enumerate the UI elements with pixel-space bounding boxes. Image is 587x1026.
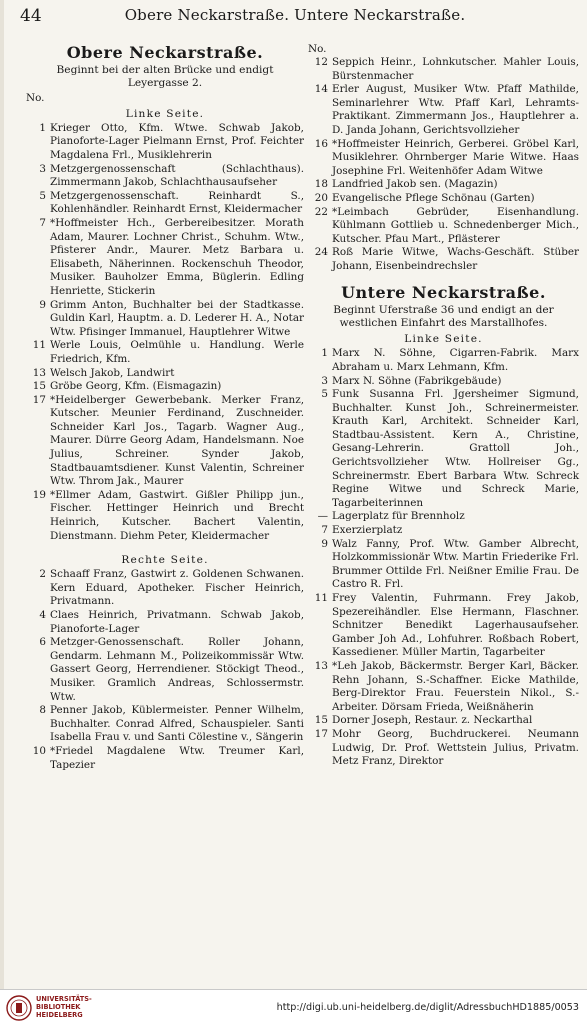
resident-text: Roß Marie Witwe, Wachs-Geschäft. Stüber Johann, Eisenbeindrechsler [332,246,579,272]
house-number: 15 [314,714,328,727]
house-number: 15 [32,380,46,393]
address-entry [26,609,304,636]
street-title-obere: Obere Neckarstraße. [66,43,264,62]
house-number: 17 [314,727,328,740]
side-heading-left: Linke Seite. [404,333,483,346]
resident-text: Lagerplatz für Brennholz [332,510,465,523]
address-entry [26,636,304,704]
address-entry [308,714,579,728]
address-entry [308,660,579,714]
address-entry [308,388,579,510]
right-column [308,42,579,769]
address-entry [308,728,579,769]
address-entry [26,190,304,217]
resident-text: *Leimbach Gebrüder, Eisenhandlung. Kühlmann Gottlieb u. Schnedenberger Mich., Kutscher. Pfau Mart., Pflästerer [332,205,579,245]
address-entry [26,299,304,340]
house-number: 7 [39,216,46,229]
address-entry [308,246,579,273]
house-number: 17 [32,393,46,406]
page-header [20,6,570,28]
address-entry [308,592,579,660]
resident-text: Schaaff Franz, Gastwirt z. Goldenen Schwanen. Kern Eduard, Apotheker. Fischer Heinrich, Privatmann. [50,568,304,608]
street-intro-untere: Beginnt Uferstraße 36 und endigt an der westlichen Einfahrt des Marstallhofes. [333,303,554,329]
address-entry [308,138,579,179]
footer-bar [0,989,587,1026]
library-name-line: HEIDELBERG [36,1011,83,1020]
street-title-untere: Untere Neckarstraße. [341,282,546,302]
spacer [26,543,304,551]
resident-text: Claes Heinrich, Privatmann. Schwab Jakob, Pianoforte-Lager [50,609,304,635]
house-number: 11 [32,339,46,352]
house-number: 8 [39,704,46,717]
resident-text: Exerzierplatz [332,524,403,537]
resident-text: Marx N. Söhne, Cigarren-Fabrik. Marx Abraham u. Marx Lehmann, Kfm. [332,347,579,373]
house-number: — [317,510,328,523]
address-entry [26,568,304,609]
library-logo-text [36,995,92,1020]
resident-text: Krieger Otto, Kfm. Wtwe. Schwab Jakob, Pianoforte-Lager Pielmann Ernst, Prof. Feichter Magdalena Frl., Musiklehrerin [50,121,304,161]
resident-text: Walz Fanny, Prof. Wtw. Gamber Albrecht, Holzkommissionär Wtw. Martin Friederike Frl. Brummer Ottilde Frl. Neißner Emilie Frau. De Castro R. Frl. [332,537,579,591]
resident-text: Marx N. Söhne (Fabrikgebäude) [332,374,502,387]
resident-text: *Friedel Magdalene Wtw. Treumer Karl, Tapezier [50,744,304,771]
resident-text: Metzger-Genossenschaft. Roller Johann, Gendarm. Lehmann M., Polizeikommissär Wtw. Gassert Georg, Herrendiener. Stöckigt Theod., Musiker. Gramlich Andreas, Schlossermstr. Wtw. [50,636,304,703]
library-name-line: UNIVERSITÄTS- [36,995,92,1003]
resident-text: Funk Susanna Frl. Jgersheimer Sigmund, Buchhalter. Kunst Joh., Schreinermeister. Krauth Karl, Architekt. Schneider Karl, Stadtbau-Assistent. Kern A., Christine, Gesang-Lehrerin. Grattoll Joh., Gerichtsvollzieher Wtw. Hollreiser Gg., Schreinermstr. Ebert Barbara Wtw. Schreck Regine Witwe und Schreck Marie, Tagarbeiterinnen [332,388,579,509]
resident-text: *Hoffmeister Hch., Gerbereibesitzer. Morath Adam, Maurer. Lochner Christ., Schuhm. Wtw., Pfisterer Andr., Maurer. Metz Barbara u. Elisabeth, Näherinnen. Rockenschuh Theodor, Musiker. Bauholzer Emma, Büglerin. Edling Henriette, Stickerin [50,216,304,297]
left-column [26,42,304,772]
running-title: Obere Neckarstraße. Untere Neckarstraße. [124,6,466,24]
resident-text: Metzgergenossenschaft (Schlachthaus). Zimmermann Jakob, Schlachthausaufseher [50,162,304,189]
house-number: 3 [321,374,328,387]
resident-text: *Hoffmeister Heinrich, Gerberei. Gröbel Karl, Musiklehrer. Ohrnberger Marie Witwe. Haas Josephine Frl. Weitenhöfer Adam Witwe [332,137,579,177]
house-number: 18 [314,178,328,191]
resident-text: Gröbe Georg, Kfm. (Eismagazin) [50,380,222,393]
number-label: No. [308,43,327,55]
resident-text: Frey Valentin, Fuhrmann. Frey Jakob, Spezereihändler. Else Hermann, Flaschner. Schnitzer Benedikt Lagerhausaufseher. Gamber Joh Ad., Lohfuhrer. Roßbach Robert, Kassediener. Müller Martin, Tagarbeiter [332,592,579,659]
address-entry [308,192,579,206]
house-number: 10 [32,744,46,757]
resident-text: Penner Jakob, Küblermeister. Penner Wilhelm, Buchhalter. Conrad Alfred, Schauspieler. Santi Isabella Frau v. und Santi Cölestine v., Sängerin [50,704,304,744]
resident-text: Evangelische Pflege Schönau (Garten) [332,191,535,204]
address-entry [26,339,304,366]
house-number: 13 [32,366,46,379]
resident-text: Werle Louis, Oelmühle u. Handlung. Werle Friedrich, Kfm. [50,339,304,365]
address-entry [308,206,579,247]
side-heading-right: Rechte Seite. [121,554,209,567]
resident-text: Metzgergenossenschaft. Reinhardt S., Kohlenhändler. Reinhardt Ernst, Kleidermacher [50,189,304,216]
number-label: No. [26,91,45,104]
house-number: 16 [314,137,328,150]
address-entry [26,745,304,772]
house-number: 9 [321,537,328,550]
resident-text: Welsch Jakob, Landwirt [50,366,175,379]
house-number: 22 [314,205,328,218]
street-intro-obere: Beginnt bei der alten Brücke und endigt Leyergasse 2. [56,64,274,90]
address-entry [26,217,304,299]
resident-text: *Ellmer Adam, Gastwirt. Gißler Philipp jun., Fischer. Hettinger Heinrich und Brecht Heinrich, Kutscher. Bachert Valentin, Dienstmann. Diehm Peter, Kleidermacher [50,488,304,542]
address-entry [308,83,579,137]
address-entry [26,163,304,190]
house-number: 1 [39,121,46,134]
address-entry [308,510,579,524]
address-entry [308,538,579,592]
house-number: 5 [39,189,46,202]
address-entry [26,122,304,163]
spacer [308,274,579,282]
resident-text: Seppich Heinr., Lohnkutscher. Mahler Louis, Bürstenmacher [332,56,579,82]
house-number: 2 [39,568,46,581]
entry-list-obere-rechts [26,568,304,772]
house-number: 14 [314,83,328,96]
house-number: 9 [39,298,46,311]
resident-text: *Heidelberger Gewerbebank. Merker Franz, Kutscher. Meunier Ferdinand, Zuschneider. Schneider Karl Jos., Tagarb. Wagner Aug., Maurer. Dürre Georg Adam, Handelsmann. Noe Julius, Schreiner. Synder Jakob, Stadtbauamtsdiener. Kunst Valentin, Schreiner Wtw. Throm Jak., Maurer [50,393,304,488]
address-entry [26,394,304,489]
house-number: 6 [39,636,46,649]
source-url-link[interactable]: http://digi.ub.uni-heidelberg.de/diglit/AdressbuchHD1885/0053 [276,1002,579,1013]
address-entry [308,524,579,538]
scan-edge [0,0,4,989]
university-seal-icon [6,995,32,1021]
resident-text: Landfried Jakob sen. (Magazin) [332,178,498,191]
entry-list-obere-links [26,122,304,543]
page-number: 44 [20,6,42,26]
house-number: 13 [314,659,328,672]
house-number: 20 [314,191,328,204]
address-entry [26,380,304,394]
house-number: 12 [314,56,328,68]
side-heading-left: Linke Seite. [125,107,205,120]
address-entry [26,489,304,543]
house-number: 7 [321,524,328,537]
entry-list-obere-rechts-cont [308,56,579,274]
resident-text: *Leh Jakob, Bäckermstr. Berger Karl, Bäcker. Rehn Johann, S.-Schaffner. Eicke Mathilde, Berg-Direktor Frau. Feuerstein Nikol., S.-Arbeiter. Dörsam Frieda, Weißnäherin [332,659,579,713]
house-number: 24 [314,246,328,259]
house-number: 4 [39,609,46,621]
library-name-line: BIBLIOTHEK [36,1003,81,1012]
house-number: 19 [32,488,46,501]
address-entry [308,347,579,374]
house-number: 5 [321,388,328,401]
resident-text: Erler August, Musiker Wtw. Pfaff Mathilde, Seminarlehrer Wtw. Pfaff Karl, Lehramts-Praktikant. Zimmermann Jos., Hauptlehrer a. D. Janda Johann, Gerichtsvollzieher [332,83,579,136]
address-entry [308,178,579,192]
address-entry [26,367,304,381]
house-number: 11 [314,592,328,604]
address-entry [26,704,304,745]
resident-text: Mohr Georg, Buchdruckerei. Neumann Ludwig, Dr. Prof. Wettstein Julius, Privatm. Metz Franz, Direktor [332,727,579,768]
resident-text: Grimm Anton, Buchhalter bei der Stadtkasse. Guldin Karl, Hauptm. a. D. Lederer H. A., Notar Wtw. Pfisinger Immanuel, Hauptlehrer Witwe [50,298,304,338]
house-number: 1 [321,347,328,360]
address-entry [308,56,579,83]
resident-text: Dorner Joseph, Restaur. z. Neckarthal [332,714,533,727]
entry-list-untere-links [308,347,579,768]
address-entry [308,375,579,389]
house-number: 3 [39,162,46,175]
